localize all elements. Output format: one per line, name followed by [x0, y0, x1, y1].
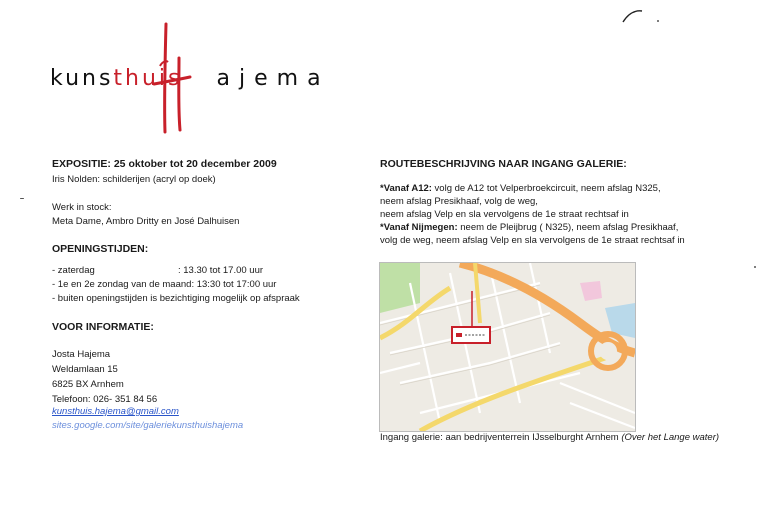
email-link[interactable]: kunsthuis.hajema@gmail.com — [52, 406, 179, 417]
contact-name: Josta Hajema — [52, 349, 111, 360]
stock-artists: Meta Dame, Ambro Dritty en José Dalhuisen — [52, 216, 240, 227]
marker-logo — [456, 333, 462, 337]
phone-number: Telefoon: 026- 351 84 56 — [52, 394, 158, 405]
caption-text: Ingang galerie: aan bedrijventerrein IJsselburght Arnhem — [380, 432, 622, 443]
address-street: Weldamlaan 15 — [52, 364, 118, 375]
hours-saturday-day: - zaterdag — [52, 265, 95, 276]
logo-text-kuns: kuns — [50, 66, 114, 91]
route-line-text: neem de Pleijbrug ( N325), neem afslag Presikhaaf, — [457, 222, 679, 233]
pen-stroke-icon — [622, 8, 662, 24]
opening-hours-heading: OPENINGSTIJDEN: — [52, 243, 149, 255]
map-graphic — [380, 263, 635, 431]
address-city: 6825 BX Arnhem — [52, 379, 124, 390]
route-line — [380, 234, 685, 247]
route-line-text: volg de A12 tot Velperbroekcircuit, neem afslag N325, — [431, 183, 661, 194]
route-line — [380, 208, 629, 221]
exposition-artist: Iris Nolden: schilderijen (acryl op doek) — [52, 174, 216, 185]
route-line — [380, 182, 661, 195]
route-line-label: *Vanaf A12: — [380, 183, 432, 194]
h-brush-mark-icon — [152, 22, 192, 134]
caption-italic: (Over het Lange water) — [621, 432, 720, 443]
speck — [20, 198, 24, 199]
hours-sunday: - 1e en 2e zondag van de maand: 13:30 tot 17:00 uur — [52, 279, 277, 290]
route-line-label: *Vanaf Nijmegen: — [380, 222, 458, 233]
map-caption — [380, 432, 719, 443]
route-line — [380, 221, 678, 234]
hours-appointment: - buiten openingstijden is bezichtiging mogelijk op afspraak — [52, 293, 300, 304]
speck — [754, 266, 756, 268]
roundabout-center — [599, 342, 617, 360]
route-line-text: neem afslag Presikhaaf, volg de weg, — [380, 196, 538, 207]
location-map[interactable] — [379, 262, 636, 432]
speck — [657, 20, 659, 22]
route-heading: ROUTEBESCHRIJVING NAAR INGANG GALERIE: — [380, 158, 627, 170]
website-link[interactable]: sites.google.com/site/galeriekunsthuishajema — [52, 420, 244, 431]
route-line — [380, 195, 538, 208]
logo-text-ajema: ajema — [216, 66, 330, 91]
logo-text-thuis: thuis — [113, 66, 183, 91]
stock-label: Werk in stock: — [52, 202, 112, 213]
info-heading: VOOR INFORMATIE: — [52, 321, 154, 333]
route-line-text: volg de weg, neem afslag Velp en sla vervolgens de 1e straat rechtsaf in — [380, 235, 685, 246]
exposition-heading: EXPOSITIE: 25 oktober tot 20 december 2009 — [52, 158, 277, 170]
route-line-text: neem afslag Velp en sla vervolgens de 1e straat rechtsaf in — [380, 209, 629, 220]
hours-saturday-time: : 13.30 tot 17.00 uur — [178, 265, 264, 276]
